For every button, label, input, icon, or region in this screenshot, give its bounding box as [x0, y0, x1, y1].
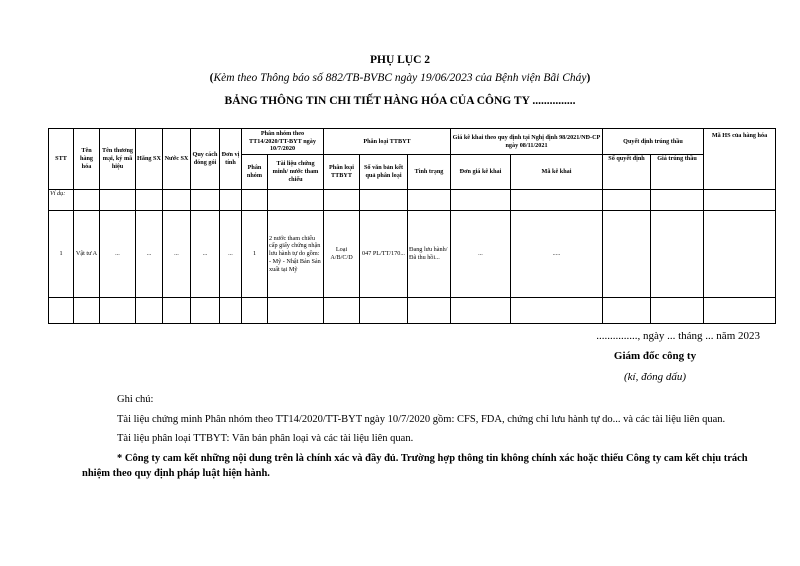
commitment-note: * Công ty cam kết những nội dung trên là chính xác và đầy đủ. Trường hợp thông tin không chính xác hoặc thiếu Công ty cam kết chịu trách nhiệm theo quy định pháp luật hiện hành. [82, 452, 748, 479]
notes-section [82, 392, 762, 486]
table-cell [603, 298, 651, 324]
example-label: Ví dụ: [49, 190, 74, 211]
table-cell [408, 190, 451, 211]
table-cell [268, 190, 324, 211]
table-cell [651, 298, 704, 324]
table-title: BẢNG THÔNG TIN CHI TIẾT HÀNG HÓA CỦA CÔNG TY ............... [224, 95, 576, 107]
table-cell [360, 298, 408, 324]
table-row [49, 211, 776, 298]
reference-text: Kèm theo Thông báo số 882/TB-BVBC ngày 19/06/2023 của Bệnh viện Bãi Cháy [213, 72, 587, 84]
cell-tai-lieu: 2 nước tham chiếu cấp giấy chứng nhận lưu hành tự do gồm: - Mỹ - Nhật Bản Sản xuất tại Mỹ [268, 211, 324, 298]
table-cell [49, 298, 74, 324]
table-cell [242, 298, 268, 324]
cell-ma-ke-khai: ..... [511, 211, 603, 298]
header-hang-sx: Hãng SX [136, 129, 163, 190]
header-phan-nhom-group: Phân nhóm theo TT14/2020/TT-BYT ngày 10/7/2020 [242, 129, 324, 155]
cell-quy-cach: ... [191, 211, 220, 298]
cell-hang-sx: ... [136, 211, 163, 298]
header-don-vi: Đơn vị tính [220, 129, 242, 190]
table-cell [74, 190, 100, 211]
header-phan-loai-group: Phân loại TTBYT [324, 129, 451, 155]
header-tinh-trang: Tình trạng [408, 155, 451, 190]
table-cell [603, 190, 651, 211]
header-ma-hs: Mã HS của hàng hóa [704, 129, 776, 190]
table-cell [220, 190, 242, 211]
note-1: Tài liệu chứng minh Phân nhóm theo TT14/2020/TT-BYT ngày 10/7/2020 gồm: CFS, FDA, chứng chỉ lưu hành tự do... và các tài liệu liên quan. [117, 413, 726, 425]
cell-ten-thuong-mai: ... [100, 211, 136, 298]
table-cell [242, 190, 268, 211]
table-cell [220, 298, 242, 324]
table-cell [100, 298, 136, 324]
header-ma-ke-khai: Mã kê khai [511, 155, 603, 190]
date-line: ..............., ngày ... tháng ... năm 2023 [596, 330, 760, 342]
header-gia-ke-khai-group: Giá kê khai theo quy định tại Nghị định 98/2021/NĐ-CP ngày 08/11/2021 [451, 129, 603, 155]
cell-phan-loai: Loại A/B/C/D [324, 211, 360, 298]
header-ten-thuong-mai: Tên thương mại, ký mã hiệu [100, 129, 136, 190]
cell-ma-hs [704, 211, 776, 298]
table-cell [324, 190, 360, 211]
cell-don-gia: ... [451, 211, 511, 298]
header-quyet-dinh-group: Quyết định trúng thầu [603, 129, 704, 155]
table-cell [163, 190, 191, 211]
note-2: Tài liệu phân loại TTBYT: Văn bản phân loại và các tài liệu liên quan. [117, 433, 414, 444]
appendix-heading: PHỤ LỤC 2 [369, 54, 431, 66]
signer-title: Giám đốc công ty [613, 350, 697, 362]
table-row-example-label [49, 190, 776, 211]
cell-ten-hang: Vật tư A [74, 211, 100, 298]
table-cell [451, 298, 511, 324]
header-tai-lieu: Tài liệu chứng minh/ nước tham chiếu [268, 155, 324, 190]
table-cell [704, 298, 776, 324]
reference-paren-close: ) [586, 72, 591, 84]
table-cell [408, 298, 451, 324]
table-cell [191, 190, 220, 211]
table-cell [191, 298, 220, 324]
cell-so-quyet-dinh [603, 211, 651, 298]
notes-title: Ghi chú: [117, 394, 154, 405]
header-so-van-ban: Số văn bản kết quả phân loại [360, 155, 408, 190]
table-cell [100, 190, 136, 211]
header-stt: STT [49, 129, 74, 190]
cell-stt: 1 [49, 211, 74, 298]
table-cell [268, 298, 324, 324]
header-so-quyet-dinh: Số quyết định [603, 155, 651, 190]
table-cell [136, 298, 163, 324]
table-cell [360, 190, 408, 211]
header-ten-hang: Tên hàng hóa [74, 129, 100, 190]
header-phan-nhom: Phân nhóm [242, 155, 268, 190]
cell-don-vi: ... [220, 211, 242, 298]
cell-gia-trung-thau [651, 211, 704, 298]
table-cell [451, 190, 511, 211]
cell-phan-nhom: 1 [242, 211, 268, 298]
table-cell [136, 190, 163, 211]
header-gia-trung-thau: Giá trúng thầu [651, 155, 704, 190]
reference-line [0, 72, 800, 84]
cell-nuoc-sx: ... [163, 211, 191, 298]
table-cell [511, 190, 603, 211]
header-phan-loai: Phân loại TTBYT [324, 155, 360, 190]
table-cell [324, 298, 360, 324]
goods-detail-table [48, 128, 776, 324]
table-cell [74, 298, 100, 324]
table-cell [704, 190, 776, 211]
table-row-empty [49, 298, 776, 324]
cell-tinh-trang: Đang lưu hành/ Đã thu hồi... [408, 211, 451, 298]
reference-paren-open: ( [209, 72, 214, 84]
header-nuoc-sx: Nước SX [163, 129, 191, 190]
table-cell [511, 298, 603, 324]
cell-so-van-ban: 047 PL/TT/170... [360, 211, 408, 298]
table-cell [163, 298, 191, 324]
header-quy-cach: Quy cách đóng gói [191, 129, 220, 190]
signer-note: (kí, đóng dấu) [623, 371, 686, 383]
header-don-gia: Đơn giá kê khai [451, 155, 511, 190]
table-cell [651, 190, 704, 211]
